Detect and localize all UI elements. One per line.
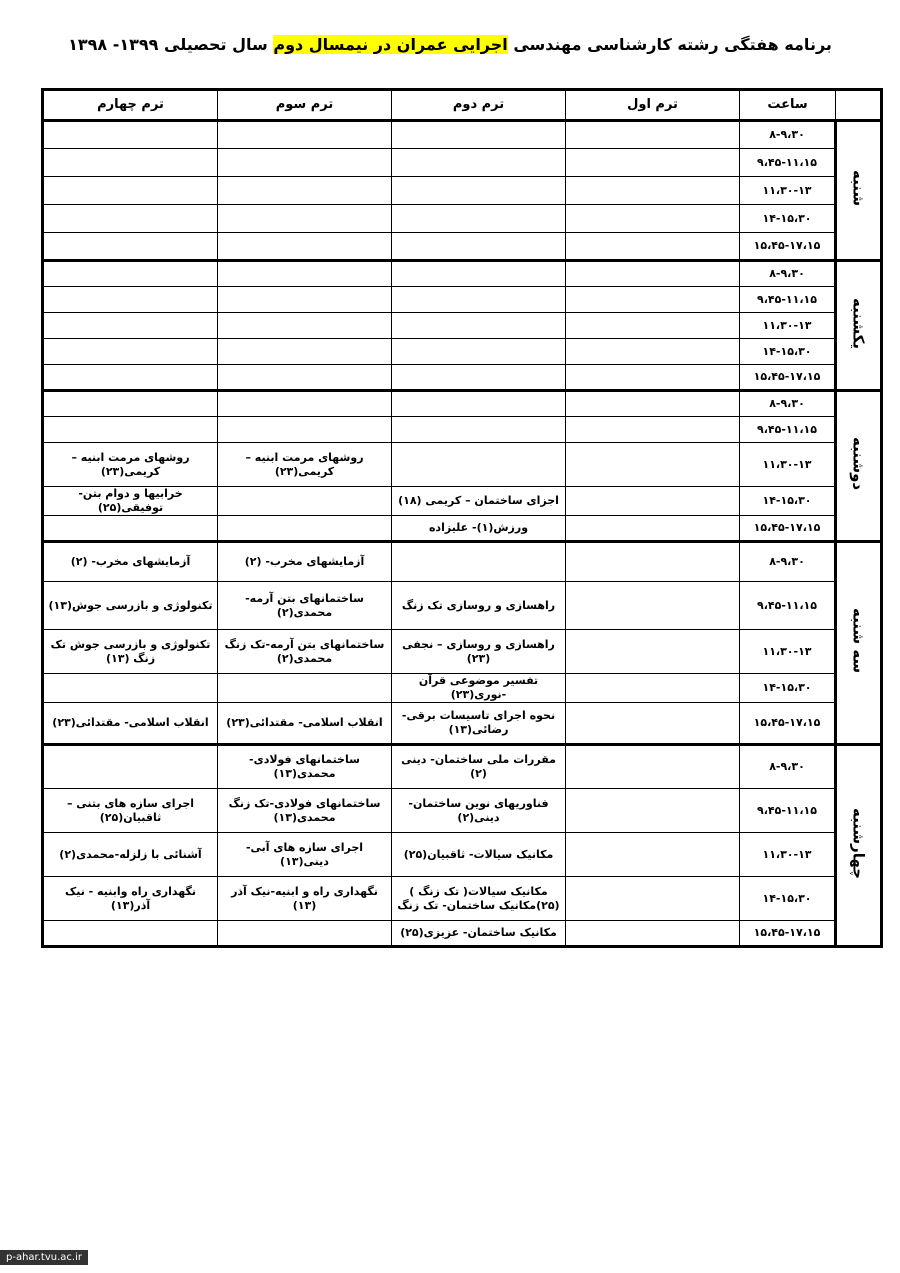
table-row (43, 261, 882, 287)
course-cell-t3 (218, 177, 392, 205)
table-row (43, 177, 882, 205)
course-cell-t1 (566, 233, 740, 261)
course-cell-t3 (218, 205, 392, 233)
table-row (43, 542, 882, 582)
title-part2: سال تحصیلی ۱۳۹۹- ۱۳۹۸ (68, 35, 268, 54)
time-cell: ۹،۴۵-۱۱،۱۵ (740, 149, 836, 177)
term2-header: ترم دوم (392, 90, 566, 121)
time-cell: ۸-۹،۳۰ (740, 542, 836, 582)
course-cell-t4 (43, 516, 218, 542)
course-cell-t4: تکنولوژی و بازرسی جوش تک زنگ (۱۳) (43, 630, 218, 674)
course-cell-t1 (566, 674, 740, 703)
table-row (43, 443, 882, 487)
course-cell-t4 (43, 121, 218, 149)
course-cell-t4 (43, 177, 218, 205)
course-cell-t1 (566, 877, 740, 921)
course-cell-t2: راهسازی و روسازی تک زنگ (392, 582, 566, 630)
course-cell-t2 (392, 391, 566, 417)
time-cell: ۱۵،۴۵-۱۷،۱۵ (740, 516, 836, 542)
course-cell-t1 (566, 789, 740, 833)
course-cell-t3 (218, 921, 392, 947)
day-cell (836, 391, 882, 542)
course-cell-t1 (566, 287, 740, 313)
course-cell-t3 (218, 365, 392, 391)
term1-header: ترم اول (566, 90, 740, 121)
table-row (43, 745, 882, 789)
course-cell-t2 (392, 205, 566, 233)
course-cell-t4: آشنائی با زلزله-محمدی(۲) (43, 833, 218, 877)
day-cell (836, 542, 882, 745)
course-cell-t4 (43, 313, 218, 339)
course-cell-t4 (43, 205, 218, 233)
course-cell-t1 (566, 487, 740, 516)
time-cell: ۱۱،۳۰-۱۳ (740, 443, 836, 487)
course-cell-t3: ساختمانهای بتن آرمه- محمدی(۲) (218, 582, 392, 630)
course-cell-t3: انقلاب اسلامی- مقتدائی(۲۳) (218, 703, 392, 745)
time-cell: ۸-۹،۳۰ (740, 261, 836, 287)
course-cell-t2 (392, 339, 566, 365)
table-row (43, 417, 882, 443)
time-cell: ۱۴-۱۵،۳۰ (740, 674, 836, 703)
course-cell-t3 (218, 674, 392, 703)
course-cell-t4: انقلاب اسلامی- مقتدائی(۲۳) (43, 703, 218, 745)
course-cell-t4 (43, 921, 218, 947)
time-cell: ۹،۴۵-۱۱،۱۵ (740, 287, 836, 313)
term3-header: ترم سوم (218, 90, 392, 121)
footer-url: p-ahar.tvu.ac.ir (0, 1250, 88, 1265)
time-cell: ۱۴-۱۵،۳۰ (740, 205, 836, 233)
table-row (43, 365, 882, 391)
course-cell-t1 (566, 261, 740, 287)
table-row (43, 313, 882, 339)
course-cell-t3 (218, 339, 392, 365)
course-cell-t2: اجزای ساختمان – کریمی (۱۸) (392, 487, 566, 516)
course-cell-t4 (43, 233, 218, 261)
table-row (43, 516, 882, 542)
course-cell-t3 (218, 417, 392, 443)
course-cell-t2: راهسازی و روسازی – نجفی (۲۳) (392, 630, 566, 674)
table-row (43, 149, 882, 177)
course-cell-t2 (392, 542, 566, 582)
course-cell-t4 (43, 149, 218, 177)
course-cell-t2 (392, 233, 566, 261)
course-cell-t2 (392, 365, 566, 391)
table-row (43, 287, 882, 313)
day-label: شنبه (849, 170, 868, 207)
course-cell-t2: نحوه اجرای تاسیسات برقی- رضائی(۱۳) (392, 703, 566, 745)
course-cell-t1 (566, 313, 740, 339)
header-row (43, 90, 882, 121)
time-cell: ۸-۹،۳۰ (740, 121, 836, 149)
time-cell: ۱۵،۴۵-۱۷،۱۵ (740, 233, 836, 261)
course-cell-t1 (566, 391, 740, 417)
course-cell-t3 (218, 261, 392, 287)
time-cell: ۱۵،۴۵-۱۷،۱۵ (740, 365, 836, 391)
course-cell-t3: ساختمانهای فولادی-تک زنگ محمدی(۱۳) (218, 789, 392, 833)
day-header (836, 90, 882, 121)
time-cell: ۱۴-۱۵،۳۰ (740, 487, 836, 516)
table-row (43, 877, 882, 921)
time-cell: ۸-۹،۳۰ (740, 391, 836, 417)
course-cell-t2 (392, 417, 566, 443)
course-cell-t2: فناوریهای نوین ساختمان- دینی(۲) (392, 789, 566, 833)
course-cell-t4: اجرای سازه های بتنی – ثاقبیان(۲۵) (43, 789, 218, 833)
course-cell-t1 (566, 339, 740, 365)
table-row (43, 630, 882, 674)
course-cell-t3 (218, 391, 392, 417)
table-row (43, 121, 882, 149)
course-cell-t2: مکانیک سیالات- ثاقبیان(۲۵) (392, 833, 566, 877)
course-cell-t3: ساختمانهای بتن آرمه-تک زنگ محمدی(۲) (218, 630, 392, 674)
course-cell-t2 (392, 121, 566, 149)
course-cell-t1 (566, 516, 740, 542)
table-row (43, 391, 882, 417)
course-cell-t1 (566, 443, 740, 487)
table-row (43, 339, 882, 365)
course-cell-t4 (43, 287, 218, 313)
course-cell-t4: تکنولوژی و بازرسی جوش(۱۳) (43, 582, 218, 630)
course-cell-t3 (218, 516, 392, 542)
course-cell-t1 (566, 582, 740, 630)
course-cell-t1 (566, 833, 740, 877)
day-cell (836, 261, 882, 391)
day-label: یکشنبه (849, 298, 868, 349)
course-cell-t4 (43, 339, 218, 365)
course-cell-t4 (43, 745, 218, 789)
course-cell-t3 (218, 233, 392, 261)
course-cell-t4: خرابیها و دوام بتن-توفیقی(۲۵) (43, 487, 218, 516)
course-cell-t1 (566, 121, 740, 149)
day-cell (836, 121, 882, 261)
time-cell: ۹،۴۵-۱۱،۱۵ (740, 417, 836, 443)
course-cell-t2 (392, 149, 566, 177)
course-cell-t2: تفسیر موضوعی قرآن -نوری(۲۳) (392, 674, 566, 703)
course-cell-t1 (566, 205, 740, 233)
course-cell-t3 (218, 313, 392, 339)
course-cell-t3: اجرای سازه های آبی-دینی(۱۳) (218, 833, 392, 877)
course-cell-t2: مکانیک سیالات( تک زنگ ) (۲۵)مکانیک ساختمان- تک زنگ (392, 877, 566, 921)
course-cell-t3 (218, 149, 392, 177)
course-cell-t2 (392, 443, 566, 487)
day-cell (836, 745, 882, 947)
course-cell-t3: نگهداری راه و ابنیه-نیک آذر (۱۳) (218, 877, 392, 921)
time-cell: ۱۱،۳۰-۱۳ (740, 630, 836, 674)
course-cell-t3: ساختمانهای فولادی- محمدی(۱۳) (218, 745, 392, 789)
table-row (43, 487, 882, 516)
schedule-body (43, 121, 882, 947)
time-cell: ۱۱،۳۰-۱۳ (740, 313, 836, 339)
table-row (43, 233, 882, 261)
course-cell-t4 (43, 674, 218, 703)
course-cell-t4 (43, 261, 218, 287)
page-title (0, 34, 900, 56)
day-label: چهارشنبه (849, 807, 868, 880)
course-cell-t3 (218, 487, 392, 516)
course-cell-t1 (566, 417, 740, 443)
course-cell-t2 (392, 177, 566, 205)
time-header: ساعت (740, 90, 836, 121)
time-cell: ۱۴-۱۵،۳۰ (740, 339, 836, 365)
course-cell-t1 (566, 542, 740, 582)
course-cell-t1 (566, 630, 740, 674)
course-cell-t1 (566, 745, 740, 789)
course-cell-t4: روشهای مرمت ابنیه – کریمی(۲۳) (43, 443, 218, 487)
time-cell: ۱۴-۱۵،۳۰ (740, 877, 836, 921)
schedule-table (41, 88, 883, 948)
course-cell-t2: مقررات ملی ساختمان- دینی (۲) (392, 745, 566, 789)
time-cell: ۱۵،۴۵-۱۷،۱۵ (740, 703, 836, 745)
title-highlight: اجرایی عمران در نیمسال دوم (273, 35, 508, 54)
course-cell-t4 (43, 365, 218, 391)
course-cell-t4 (43, 391, 218, 417)
term4-header: ترم چهارم (43, 90, 218, 121)
table-row (43, 205, 882, 233)
course-cell-t2: ورزش(۱)- علیزاده (392, 516, 566, 542)
course-cell-t3: آزمایشهای مخرب- (۲) (218, 542, 392, 582)
course-cell-t2 (392, 313, 566, 339)
day-label: سه شنبه (849, 608, 868, 674)
time-cell: ۱۱،۳۰-۱۳ (740, 177, 836, 205)
time-cell: ۱۵،۴۵-۱۷،۱۵ (740, 921, 836, 947)
table-row (43, 833, 882, 877)
table-row (43, 703, 882, 745)
course-cell-t4: آزمایشهای مخرب- (۲) (43, 542, 218, 582)
course-cell-t1 (566, 921, 740, 947)
title-part1: برنامه هفتگی رشته کارشناسی مهندسی (513, 35, 832, 54)
time-cell: ۹،۴۵-۱۱،۱۵ (740, 582, 836, 630)
time-cell: ۹،۴۵-۱۱،۱۵ (740, 789, 836, 833)
course-cell-t4: نگهداری راه وابنیه - نیک آذر(۱۳) (43, 877, 218, 921)
course-cell-t2 (392, 287, 566, 313)
course-cell-t2 (392, 261, 566, 287)
course-cell-t4 (43, 417, 218, 443)
table-row (43, 674, 882, 703)
table-row (43, 921, 882, 947)
course-cell-t2: مکانیک ساختمان- عزیزی(۲۵) (392, 921, 566, 947)
course-cell-t1 (566, 177, 740, 205)
day-label: دوشنبه (849, 437, 868, 491)
course-cell-t3: روشهای مرمت ابنیه – کریمی(۲۳) (218, 443, 392, 487)
course-cell-t1 (566, 149, 740, 177)
course-cell-t3 (218, 287, 392, 313)
table-row (43, 789, 882, 833)
course-cell-t3 (218, 121, 392, 149)
course-cell-t1 (566, 365, 740, 391)
course-cell-t1 (566, 703, 740, 745)
table-row (43, 582, 882, 630)
time-cell: ۱۱،۳۰-۱۳ (740, 833, 836, 877)
time-cell: ۸-۹،۳۰ (740, 745, 836, 789)
